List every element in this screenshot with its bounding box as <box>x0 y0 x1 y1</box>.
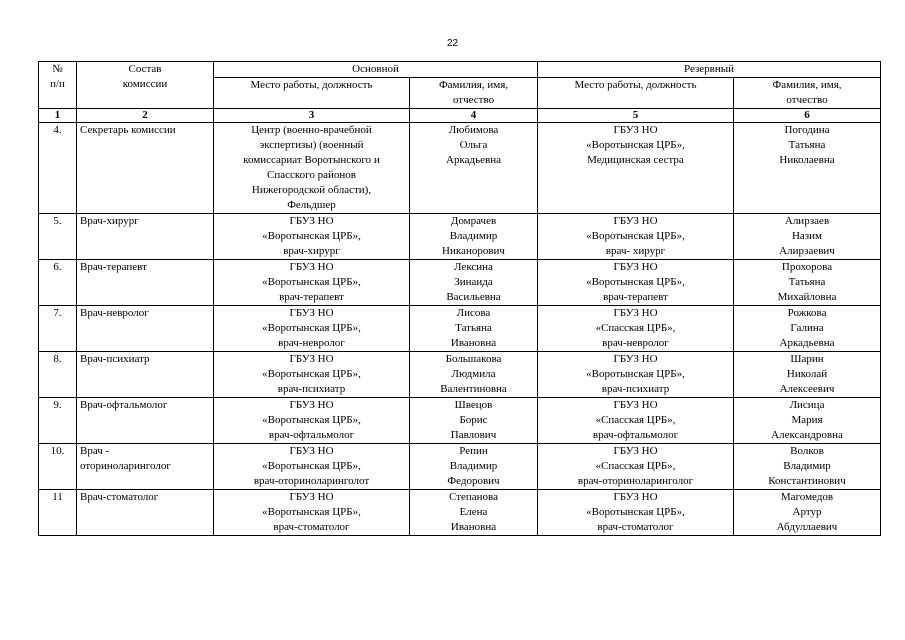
row-number-cell: 4. <box>39 123 77 214</box>
header-reserve-group: Резервный <box>538 62 881 78</box>
reserve-name-cell: Лисица Мария Александровна <box>734 398 881 444</box>
main-name-cell: Степанова Елена Ивановна <box>410 490 538 536</box>
main-workplace-cell: ГБУЗ НО «Воротынская ЦРБ», врач-терапевт <box>214 260 410 306</box>
header-composition-text: Состав комиссии <box>122 63 168 90</box>
reserve-workplace-cell: ГБУЗ НО «Воротынская ЦРБ», врач-стоматолог <box>538 490 734 536</box>
position-cell: Врач-терапевт <box>77 260 214 306</box>
header-main-group: Основной <box>214 62 538 78</box>
commission-table <box>38 61 881 536</box>
page-number: 22 <box>446 38 459 49</box>
reserve-name-cell: Магомедов Артур Абдуллаевич <box>734 490 881 536</box>
main-name-cell: Большакова Людмила Валентиновна <box>410 352 538 398</box>
reserve-name-cell: Алирзаев Назим Алирзаевич <box>734 214 881 260</box>
header-row-1 <box>39 62 881 78</box>
reserve-workplace-cell: ГБУЗ НО «Воротынская ЦРБ», врач-терапевт <box>538 260 734 306</box>
column-number: 4 <box>410 109 538 123</box>
reserve-name-cell: Рожкова Галина Аркадьевна <box>734 306 881 352</box>
row-number-cell: 8. <box>39 352 77 398</box>
main-workplace-cell: Центр (военно-врачебной экспертизы) (военный комиссариат Воротынского и Спасского районов Нижегородской области), Фельдшер <box>214 123 410 214</box>
header-fio <box>410 78 538 109</box>
main-name-cell: Лексина Зинаида Васильевна <box>410 260 538 306</box>
row-number-cell: 9. <box>39 398 77 444</box>
main-name-cell: Домрачев Владимир Никанорович <box>410 214 538 260</box>
reserve-workplace-cell: ГБУЗ НО «Спасская ЦРБ», врач-невролог <box>538 306 734 352</box>
column-number: 1 <box>39 109 77 123</box>
main-workplace-cell: ГБУЗ НО «Воротынская ЦРБ», врач-оториноларинголот <box>214 444 410 490</box>
reserve-workplace-cell: ГБУЗ НО «Воротынская ЦРБ», врач- хирург <box>538 214 734 260</box>
header-fio-reserve <box>734 78 881 109</box>
main-workplace-cell: ГБУЗ НО «Воротынская ЦРБ», врач-офтальмолог <box>214 398 410 444</box>
header-workplace: Место работы, должность <box>214 78 410 109</box>
position-cell: Врач-хирург <box>77 214 214 260</box>
position-cell: Врач-невролог <box>77 306 214 352</box>
header-workplace-reserve: Место работы, должность <box>538 78 734 109</box>
main-workplace-cell: ГБУЗ НО «Воротынская ЦРБ», врач-стоматолог <box>214 490 410 536</box>
main-name-cell: Швецов Борис Павлович <box>410 398 538 444</box>
row-number-cell: 7. <box>39 306 77 352</box>
position-cell: Врач - оториноларинголог <box>77 444 214 490</box>
column-number: 6 <box>734 109 881 123</box>
column-number: 5 <box>538 109 734 123</box>
reserve-workplace-cell: ГБУЗ НО «Воротынская ЦРБ», Медицинская сестра <box>538 123 734 214</box>
position-cell: Врач-психиатр <box>77 352 214 398</box>
table-row <box>39 490 881 536</box>
table-row <box>39 260 881 306</box>
position-cell: Врач-офтальмолог <box>77 398 214 444</box>
table-row <box>39 444 881 490</box>
main-workplace-cell: ГБУЗ НО «Воротынская ЦРБ», врач-хирург <box>214 214 410 260</box>
table-row <box>39 398 881 444</box>
main-workplace-cell: ГБУЗ НО «Воротынская ЦРБ», врач-невролог <box>214 306 410 352</box>
reserve-name-cell: Волков Владимир Константинович <box>734 444 881 490</box>
row-number-cell: 5. <box>39 214 77 260</box>
column-number: 3 <box>214 109 410 123</box>
header-fio-text: Фамилия, имя, отчество <box>438 79 508 106</box>
reserve-name-cell: Прохорова Татьяна Михайловна <box>734 260 881 306</box>
reserve-name-cell: Шарин Николай Алексеевич <box>734 352 881 398</box>
header-num <box>39 62 77 109</box>
table-header <box>39 62 881 109</box>
position-cell: Врач-стоматолог <box>77 490 214 536</box>
table-body <box>39 109 881 536</box>
main-name-cell: Любимова Ольга Аркадьевна <box>410 123 538 214</box>
row-number-cell: 6. <box>39 260 77 306</box>
header-num-text: № п/п <box>50 63 65 90</box>
table-row <box>39 123 881 214</box>
row-number-cell: 10. <box>39 444 77 490</box>
header-fio-reserve-text: Фамилия, имя, отчество <box>772 79 842 106</box>
header-composition <box>77 62 214 109</box>
column-number: 2 <box>77 109 214 123</box>
table-row <box>39 352 881 398</box>
table-row <box>39 214 881 260</box>
main-name-cell: Лисова Татьяна Ивановна <box>410 306 538 352</box>
table-row <box>39 306 881 352</box>
reserve-workplace-cell: ГБУЗ НО «Воротынская ЦРБ», врач-психиатр <box>538 352 734 398</box>
column-number-row <box>39 109 881 123</box>
main-workplace-cell: ГБУЗ НО «Воротынская ЦРБ», врач-психиатр <box>214 352 410 398</box>
main-name-cell: Репин Владимир Федорович <box>410 444 538 490</box>
row-number-cell: 11 <box>39 490 77 536</box>
position-cell: Секретарь комиссии <box>77 123 214 214</box>
reserve-name-cell: Погодина Татьяна Николаевна <box>734 123 881 214</box>
reserve-workplace-cell: ГБУЗ НО «Спасская ЦРБ», врач-оториноларинголог <box>538 444 734 490</box>
reserve-workplace-cell: ГБУЗ НО «Спасская ЦРБ», врач-офтальмолог <box>538 398 734 444</box>
